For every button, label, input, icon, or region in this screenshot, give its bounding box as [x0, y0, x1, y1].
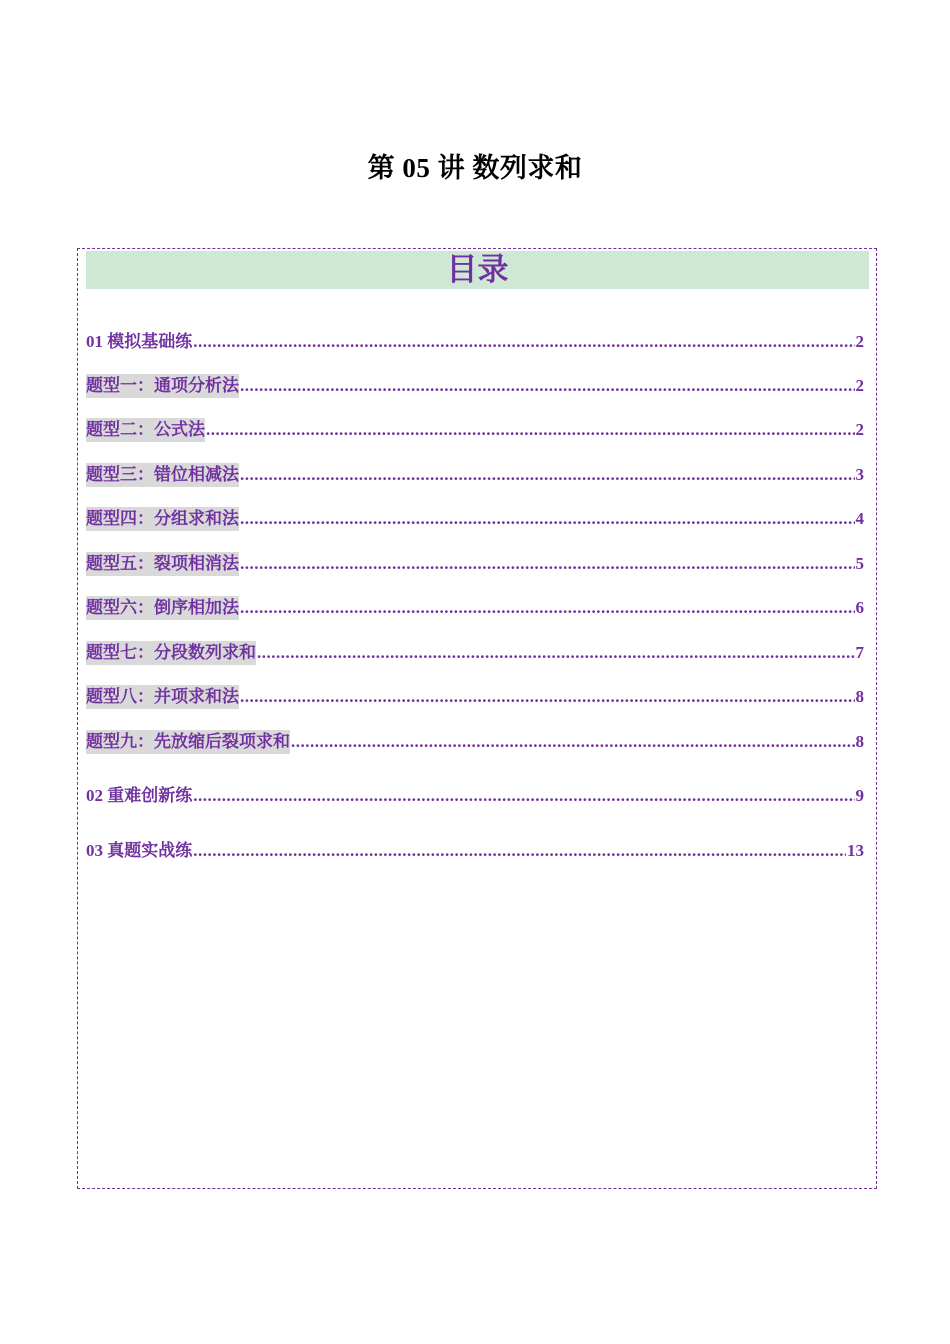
toc-entry-type-5[interactable]	[86, 552, 864, 576]
toc-dot-leader	[240, 374, 855, 398]
toc-entry-label: 题型四：分组求和法	[86, 507, 239, 531]
toc-entry-label: 题型一：通项分析法	[86, 374, 239, 398]
toc-entry-label: 02 重难创新练	[86, 786, 193, 805]
toc-entry-type-3[interactable]	[86, 463, 864, 487]
toc-dot-leader	[206, 418, 855, 442]
toc-entry-label: 题型八：并项求和法	[86, 685, 239, 709]
toc-dot-leader	[240, 463, 855, 487]
toc-page-number: 4	[855, 509, 864, 528]
toc-entry-difficult-practice[interactable]	[86, 784, 864, 808]
toc-entry-label: 题型九：先放缩后裂项求和	[86, 730, 290, 754]
toc-entry-type-6[interactable]	[86, 596, 864, 620]
toc-dot-leader	[240, 596, 855, 620]
toc-entry-type-7[interactable]	[86, 641, 864, 665]
toc-page-number: 13	[847, 841, 864, 860]
toc-entry-real-exam-practice[interactable]	[86, 839, 864, 863]
toc-heading: 目录	[86, 251, 869, 289]
toc-dot-leader	[193, 784, 854, 808]
toc-dot-leader	[193, 839, 846, 863]
toc-page-number: 2	[855, 332, 864, 351]
toc-page-number: 8	[855, 732, 864, 751]
toc-entry-type-1[interactable]	[86, 374, 864, 398]
toc-entry-label: 题型三：错位相减法	[86, 463, 239, 487]
toc-entry-type-4[interactable]	[86, 507, 864, 531]
toc-dot-leader	[257, 641, 855, 665]
toc-page-number: 9	[855, 786, 864, 805]
toc-page-number: 7	[855, 643, 864, 662]
toc-entry-label: 01 模拟基础练	[86, 332, 193, 351]
toc-entry-label: 题型六：倒序相加法	[86, 596, 239, 620]
page-title: 第 05 讲 数列求和	[367, 153, 583, 183]
toc-entry-type-8[interactable]	[86, 685, 864, 709]
toc-dot-leader	[193, 330, 854, 354]
toc-dot-leader	[240, 685, 855, 709]
toc-page-number: 2	[855, 420, 864, 439]
toc-entry-basic-practice[interactable]	[86, 330, 864, 354]
toc-dot-leader	[240, 552, 855, 576]
toc-entry-type-9[interactable]	[86, 730, 864, 754]
toc-page-number: 3	[855, 465, 864, 484]
toc-page-number: 2	[855, 376, 864, 395]
toc-entry-label: 03 真题实战练	[86, 841, 193, 860]
toc-entry-type-2[interactable]	[86, 418, 864, 442]
toc-entry-label: 题型五：裂项相消法	[86, 552, 239, 576]
toc-dot-leader	[291, 730, 855, 754]
toc-page-number: 8	[855, 687, 864, 706]
toc-entry-label: 题型二：公式法	[86, 418, 205, 442]
toc-dot-leader	[240, 507, 855, 531]
toc-entry-label: 题型七：分段数列求和	[86, 641, 256, 665]
table-of-contents	[77, 248, 877, 1189]
toc-page-number: 6	[855, 598, 864, 617]
toc-page-number: 5	[855, 554, 864, 573]
